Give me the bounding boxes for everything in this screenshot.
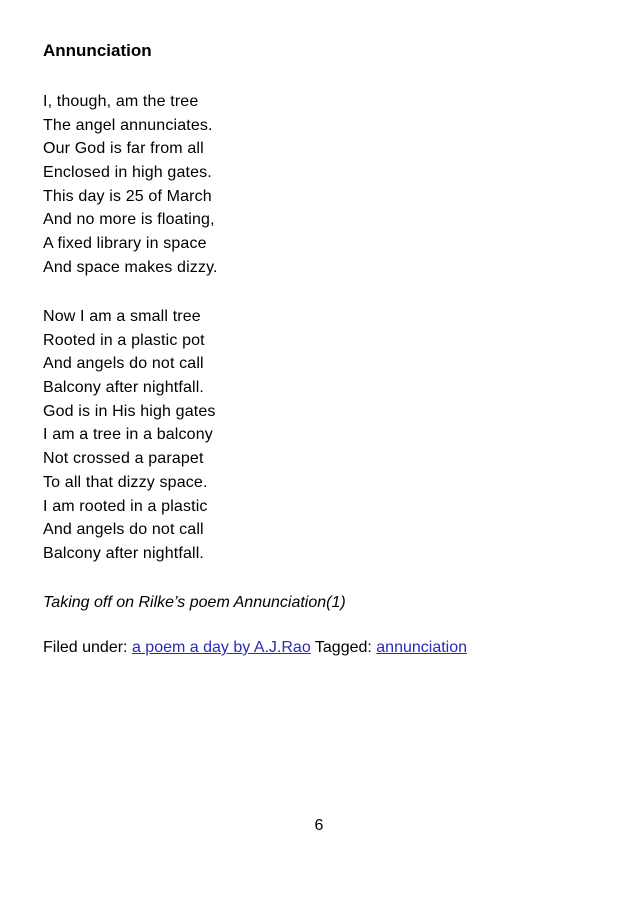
poem-line: A fixed library in space [43,235,207,253]
poem-line: And angels do not call [43,355,204,373]
poem-line: Enclosed in high gates. [43,164,212,182]
poem-line: This day is 25 of March [43,187,212,205]
poem-line: And angels do not call [43,521,204,539]
poem-line: The angel annunciates. [43,116,213,134]
poem-note: Taking off on Rilke’s poem Annunciation(1) [43,594,346,611]
tag-link[interactable]: annunciation [376,639,468,656]
poem-stanza-2 [43,305,216,566]
tagged-label: Tagged: [314,639,372,656]
page-number: 6 [314,817,324,834]
poem-line: Rooted in a plastic pot [43,331,205,349]
poem-line: Balcony after nightfall. [43,544,205,562]
poem-line: And space makes dizzy. [43,258,218,276]
poem-line: To all that dizzy space. [43,473,208,491]
poem-line: Balcony after nightfall. [43,379,205,397]
poem-line: Not crossed a parapet [43,450,204,468]
category-link[interactable]: a poem a day by A.J.Rao [131,639,311,656]
poem-line: God is in His high gates [43,402,216,420]
poem-line: I, though, am the tree [43,93,199,110]
post-meta [43,637,467,659]
poem-line: I am rooted in a plastic [43,497,208,515]
poem-line: Now I am a small tree [43,308,201,325]
poem-line: I am a tree in a balcony [43,426,213,444]
poem-title: Annunciation [43,41,152,60]
filed-under-label: Filed under: [43,639,128,656]
poem-stanza-1 [43,90,218,280]
poem-line: Our God is far from all [43,140,204,158]
poem-line: And no more is floating, [43,211,215,229]
